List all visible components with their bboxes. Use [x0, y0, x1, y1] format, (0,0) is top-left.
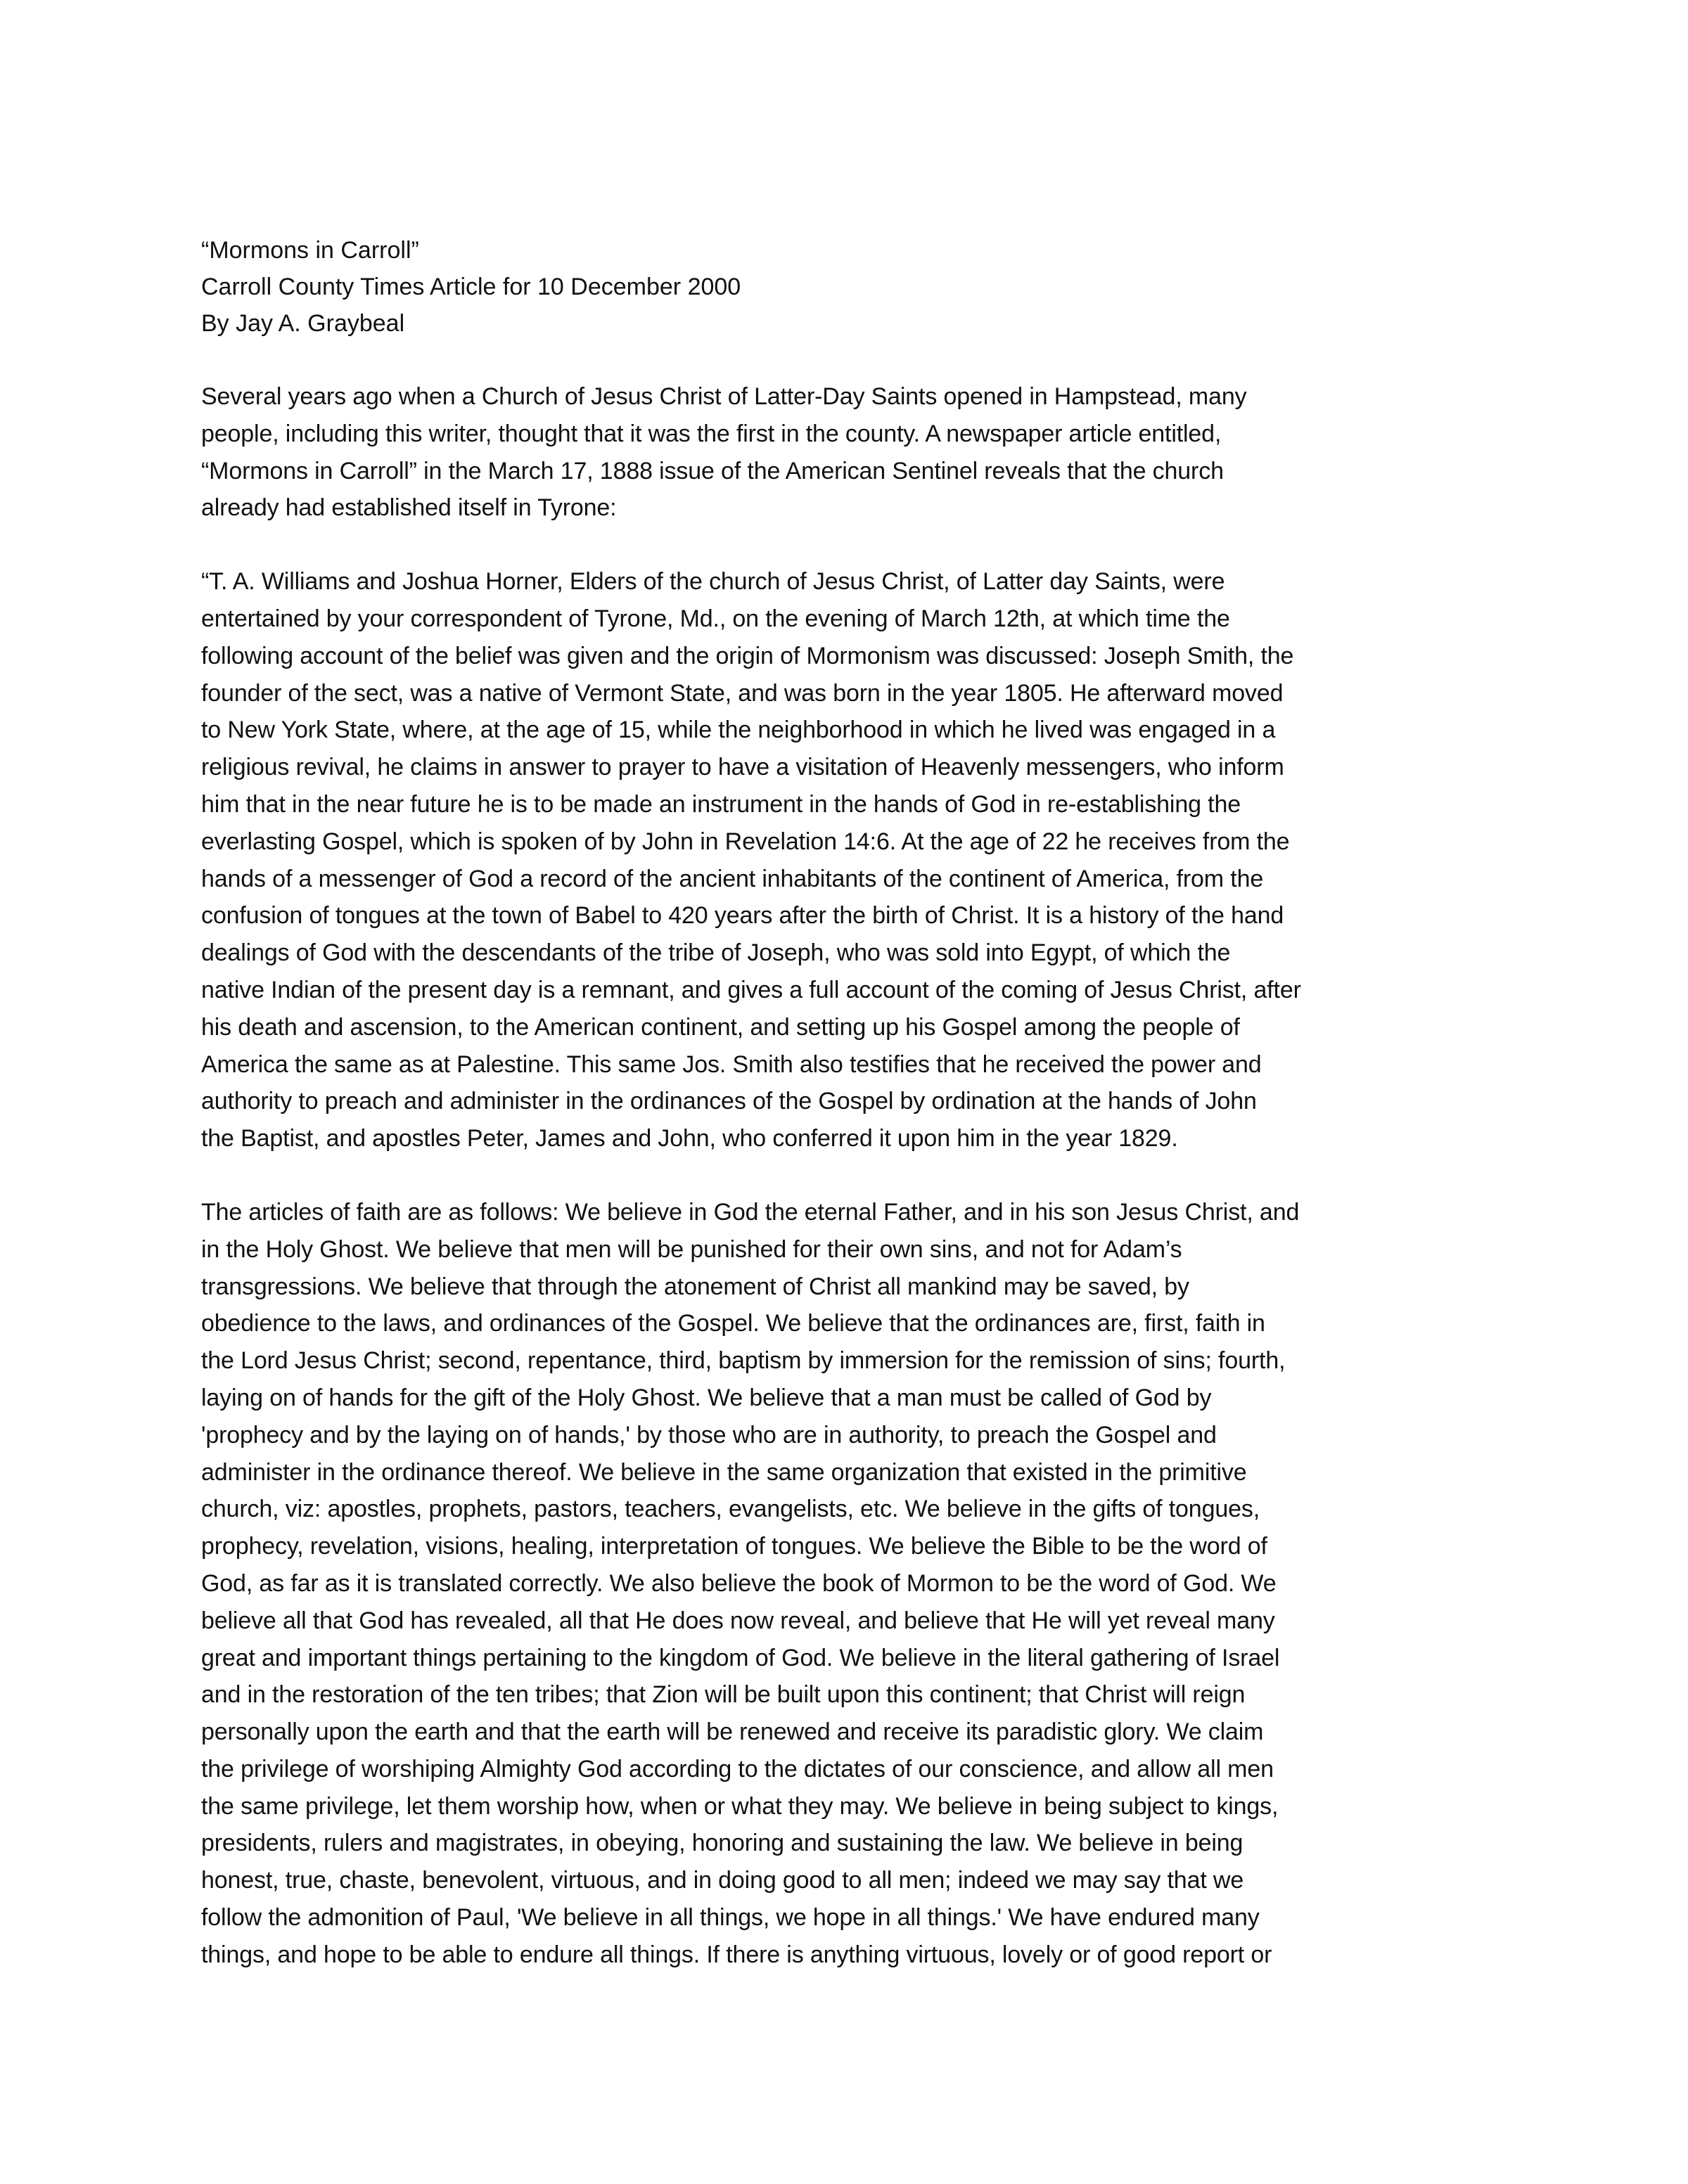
text-line: “T. A. Williams and Joshua Horner, Elders of the church of Jesus Christ, of Latter day Saints, were	[201, 568, 1225, 596]
text-line: dealings of God with the descendants of the tribe of Joseph, who was sold into Egypt, of which the	[201, 939, 1231, 967]
paragraph-articles-of-faith	[201, 1194, 1516, 1974]
text-line: already had established itself in Tyrone:	[201, 494, 617, 522]
text-line: personally upon the earth and that the earth will be renewed and receive its paradistic glory. We claim	[201, 1719, 1264, 1746]
text-line: people, including this writer, thought that it was the first in the county. A newspaper article entitled,	[201, 420, 1222, 447]
article-header	[201, 232, 1516, 342]
byline: By Jay A. Graybeal	[201, 310, 405, 337]
text-line: the privilege of worshiping Almighty God according to the dictates of our conscience, and allow all men	[201, 1755, 1274, 1782]
text-line: follow the admonition of Paul, 'We believe in all things, we hope in all things.' We have endured many	[201, 1904, 1260, 1932]
text-line: administer in the ordinance thereof. We believe in the same organization that existed in the primitive	[201, 1458, 1247, 1486]
text-line: following account of the belief was given and the origin of Mormonism was discussed: Joseph Smith, the	[201, 642, 1294, 669]
document-page	[201, 232, 1516, 1974]
text-line: God, as far as it is translated correctly. We also believe the book of Mormon to be the word of God. We	[201, 1569, 1277, 1597]
text-line: America the same as at Palestine. This same Jos. Smith also testifies that he received the power and	[201, 1051, 1262, 1078]
text-line: laying on of hands for the gift of the Holy Ghost. We believe that a man must be called of God by	[201, 1384, 1212, 1411]
text-line: things, and hope to be able to endure all things. If there is anything virtuous, lovely or of good report or	[201, 1941, 1272, 1968]
text-line: great and important things pertaining to the kingdom of God. We believe in the literal gathering of Israel	[201, 1644, 1280, 1671]
text-line: 'prophecy and by the laying on of hands,' by those who are in authority, to preach the Gospel and	[201, 1421, 1217, 1448]
text-line: and in the restoration of the ten tribes; that Zion will be built upon this continent; that Christ will reign	[201, 1681, 1246, 1709]
text-line: obedience to the laws, and ordinances of the Gospel. We believe that the ordinances are, first, faith in	[201, 1310, 1265, 1337]
text-line: presidents, rulers and magistrates, in obeying, honoring and sustaining the law. We believe in being	[201, 1830, 1243, 1857]
text-line: honest, true, chaste, benevolent, virtuous, and in doing good to all men; indeed we may say that we	[201, 1867, 1244, 1894]
text-line: to New York State, where, at the age of 15, while the neighborhood in which he lived was engaged in a	[201, 717, 1276, 744]
text-line: entertained by your correspondent of Tyrone, Md., on the evening of March 12th, at which time the	[201, 605, 1230, 632]
text-line: the Baptist, and apostles Peter, James and John, who conferred it upon him in the year 1829.	[201, 1125, 1178, 1152]
text-line: believe all that God has revealed, all that He does now reveal, and believe that He will yet reveal many	[201, 1607, 1275, 1634]
text-line: his death and ascension, to the American continent, and setting up his Gospel among the people of	[201, 1013, 1240, 1041]
paragraph-intro	[201, 378, 1516, 527]
text-line: the Lord Jesus Christ; second, repentance, third, baptism by immersion for the remission of sins; fourth,	[201, 1347, 1286, 1375]
text-line: “Mormons in Carroll” in the March 17, 1888 issue of the American Sentinel reveals that the church	[201, 457, 1224, 484]
article-title: “Mormons in Carroll”	[201, 237, 419, 264]
text-line: confusion of tongues at the town of Babel to 420 years after the birth of Christ. It is a history of the hand	[201, 902, 1284, 930]
text-line: transgressions. We believe that through the atonement of Christ all mankind may be saved, by	[201, 1273, 1189, 1300]
text-line: prophecy, revelation, visions, healing, interpretation of tongues. We believe the Bible to be the word of	[201, 1533, 1267, 1560]
paragraph-quote	[201, 563, 1516, 1157]
text-line: native Indian of the present day is a remnant, and gives a full account of the coming of Jesus Christ, after	[201, 976, 1301, 1003]
text-line: hands of a messenger of God a record of the ancient inhabitants of the continent of America, from the	[201, 865, 1264, 892]
text-line: Several years ago when a Church of Jesus Christ of Latter-Day Saints opened in Hampstead, many	[201, 383, 1247, 410]
text-line: The articles of faith are as follows: We believe in God the eternal Father, and in his son Jesus Christ, and	[201, 1198, 1300, 1226]
text-line: church, viz: apostles, prophets, pastors, teachers, evangelists, etc. We believe in the gifts of tongues,	[201, 1496, 1260, 1523]
text-line: everlasting Gospel, which is spoken of by John in Revelation 14:6. At the age of 22 he receives from the	[201, 828, 1290, 855]
text-line: the same privilege, let them worship how, when or what they may. We believe in being subject to kings,	[201, 1792, 1279, 1820]
text-line: authority to preach and administer in the ordinances of the Gospel by ordination at the hands of John	[201, 1088, 1257, 1115]
text-line: him that in the near future he is to be made an instrument in the hands of God in re-establishing the	[201, 790, 1241, 818]
text-line: religious revival, he claims in answer to prayer to have a visitation of Heavenly messengers, who inform	[201, 754, 1284, 781]
text-line: in the Holy Ghost. We believe that men will be punished for their own sins, and not for Adam’s	[201, 1235, 1182, 1263]
publication-line: Carroll County Times Article for 10 December 2000	[201, 274, 741, 300]
text-line: founder of the sect, was a native of Vermont State, and was born in the year 1805. He afterward moved	[201, 679, 1284, 707]
